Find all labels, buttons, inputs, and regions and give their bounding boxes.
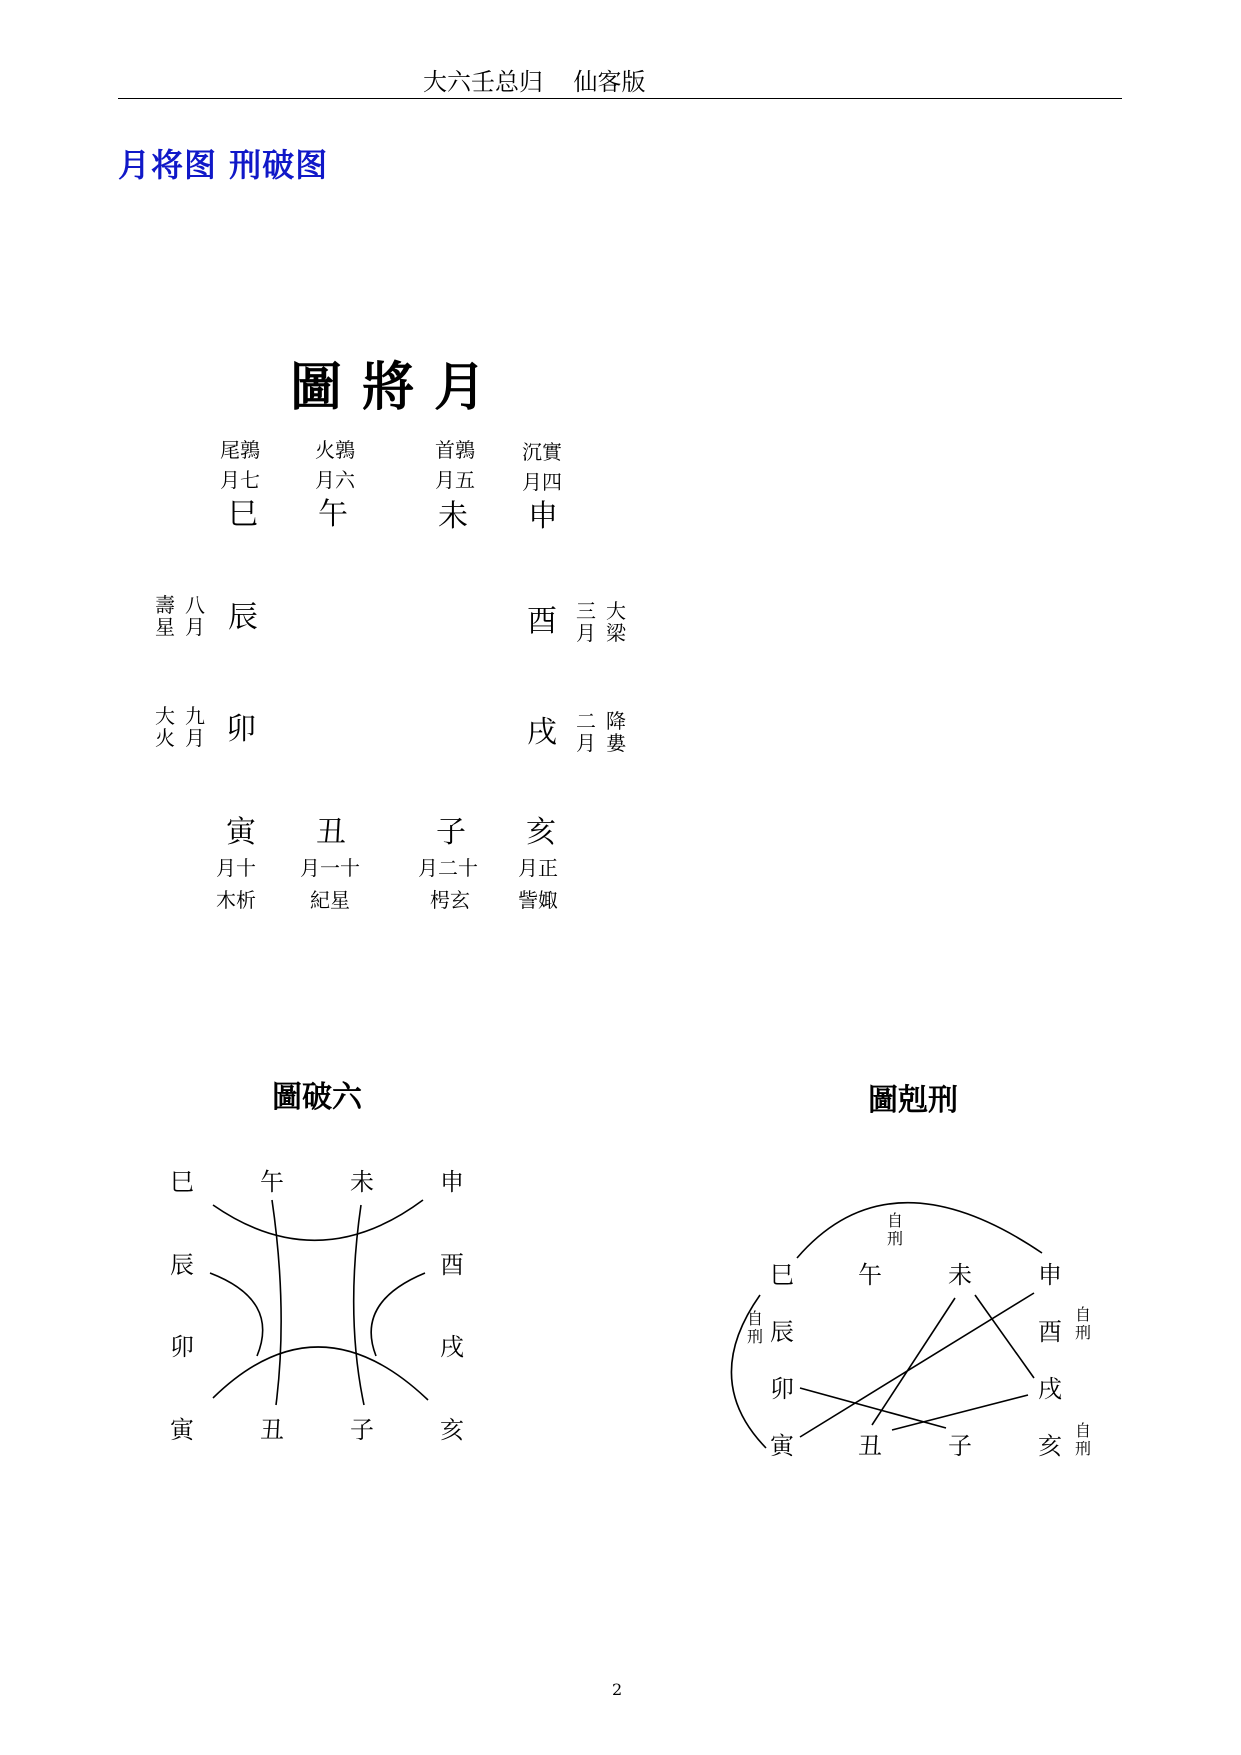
xk-shen: 申 <box>1038 1261 1062 1289</box>
yj-right-month-0: 三月 <box>576 599 596 645</box>
yj-right-branch-1: 戌 <box>527 715 557 750</box>
yj-bottom-name-3: 訾娵 <box>518 888 558 912</box>
section-title: 月将图 刑破图 <box>118 146 329 184</box>
xingke-arc-left <box>731 1295 766 1448</box>
line-wei-xu <box>975 1295 1034 1378</box>
yj-top-branch-2: 未 <box>438 499 468 534</box>
xk-wu: 午 <box>858 1261 882 1289</box>
xk-chou: 丑 <box>858 1432 882 1460</box>
yj-top-branch-1: 午 <box>318 497 348 532</box>
yuejiang-title: 圖將月 <box>290 358 507 418</box>
yj-bottom-name-2: 枵玄 <box>430 888 470 912</box>
xk-yin: 寅 <box>770 1432 794 1460</box>
liupo-arc-bottom <box>213 1347 428 1400</box>
zixing-label-you: 自刑 <box>1074 1305 1091 1342</box>
yj-left-name-0: 壽星 <box>155 593 175 639</box>
yj-bottom-branch-1: 丑 <box>316 815 346 850</box>
xk-zi: 子 <box>948 1432 972 1460</box>
xingke-title: 圖剋刑 <box>868 1083 958 1118</box>
lp-wei: 未 <box>350 1168 374 1196</box>
yj-left-month-0: 八月 <box>185 593 205 639</box>
yj-bottom-month-1: 月一十 <box>300 856 360 880</box>
yj-left-month-1: 九月 <box>185 704 205 750</box>
zixing-label-chen: 自刑 <box>746 1309 763 1346</box>
yj-bottom-branch-3: 亥 <box>526 815 556 850</box>
yj-top-month-0: 月七 <box>220 468 260 492</box>
yj-top-name-1: 火鶉 <box>315 438 355 462</box>
lp-shen: 申 <box>440 1168 464 1196</box>
xk-mao: 卯 <box>770 1375 794 1403</box>
page-number: 2 <box>612 1680 623 1699</box>
zixing-label-top: 自刑 <box>886 1211 903 1248</box>
yj-bottom-month-0: 月十 <box>216 856 256 880</box>
yj-bottom-branch-0: 寅 <box>226 815 256 850</box>
yj-left-branch-1: 卯 <box>226 712 256 747</box>
yj-top-month-2: 月五 <box>435 468 475 492</box>
yj-right-name-0: 大梁 <box>606 599 626 645</box>
yj-top-name-2: 首鶉 <box>435 438 475 462</box>
xk-wei: 未 <box>948 1261 972 1289</box>
yj-top-branch-3: 申 <box>528 499 558 534</box>
lp-si: 巳 <box>170 1168 194 1196</box>
xk-hai: 亥 <box>1038 1432 1062 1460</box>
lp-yin: 寅 <box>170 1416 194 1444</box>
yj-top-name-3: 沉實 <box>522 440 562 464</box>
header-title: 大六壬总归 仙客版 <box>423 68 646 96</box>
yj-left-branch-0: 辰 <box>228 600 258 635</box>
xk-chen: 辰 <box>770 1318 794 1346</box>
xk-you: 酉 <box>1038 1318 1062 1346</box>
liupo-arc-chen <box>210 1273 263 1356</box>
liupo-title: 圖破六 <box>272 1080 362 1115</box>
lp-zi: 子 <box>350 1416 374 1444</box>
zixing-label-hai: 自刑 <box>1074 1421 1091 1458</box>
lp-xu: 戌 <box>440 1333 464 1361</box>
yj-bottom-name-0: 木析 <box>216 888 256 912</box>
liupo-arc-wu-chou <box>272 1200 281 1405</box>
xk-xu: 戌 <box>1038 1375 1062 1403</box>
yj-right-branch-0: 酉 <box>527 604 557 639</box>
lp-chou: 丑 <box>260 1416 284 1444</box>
yj-bottom-month-3: 月正 <box>518 856 558 880</box>
yj-bottom-branch-2: 子 <box>436 815 466 850</box>
liupo-arc-you <box>371 1273 425 1356</box>
lp-chen: 辰 <box>170 1251 194 1279</box>
xingke-arc-top <box>797 1203 1042 1258</box>
liupo-arc-top <box>213 1200 423 1240</box>
line-wei-chou <box>872 1298 955 1425</box>
yj-top-month-1: 月六 <box>315 468 355 492</box>
yj-bottom-name-1: 紀星 <box>310 888 350 912</box>
yj-top-month-3: 月四 <box>522 470 562 494</box>
line-shen-yin <box>800 1293 1034 1437</box>
lp-you: 酉 <box>440 1251 464 1279</box>
yj-right-name-1: 降婁 <box>606 709 626 755</box>
lp-mao: 卯 <box>170 1333 194 1361</box>
xk-si: 巳 <box>770 1261 794 1289</box>
yj-right-month-1: 二月 <box>576 709 596 755</box>
yj-top-name-0: 尾鶉 <box>220 438 260 462</box>
lp-hai: 亥 <box>440 1416 464 1444</box>
yj-top-branch-0: 巳 <box>228 497 258 532</box>
line-chou-xu <box>892 1395 1028 1430</box>
yj-bottom-month-2: 月二十 <box>418 856 478 880</box>
yj-left-name-1: 大火 <box>155 704 175 750</box>
lp-wu: 午 <box>260 1168 284 1196</box>
